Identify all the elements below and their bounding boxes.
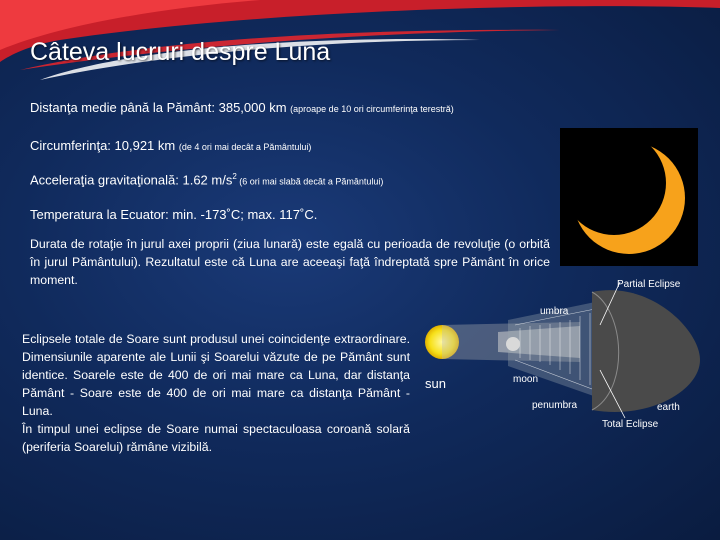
eclipse-paragraph	[22, 330, 410, 456]
eclipse-paragraph-2: În timpul unei eclipse de Soare numai spectaculoasa coroană solară (periferia Soarelui) rămâne vizibilă.	[22, 422, 410, 454]
rotation-paragraph: Durata de rotaţie în jurul axei proprii (ziua lunară) este egală cu perioada de revoluţie (o orbită în jurul Pământului). Rezultatul este că Luna are aceeaşi faţă îndreptată spre Pământ în orice moment.	[30, 237, 550, 287]
gravity-note: (6 ori mai slabă decât a Pământului)	[236, 176, 384, 187]
gravity-main: Acceleraţia gravitaţională: 1.62 m/s	[30, 172, 233, 188]
moon-label: moon	[513, 374, 539, 385]
penumbra-label: penumbra	[532, 400, 578, 411]
partial-eclipse-label: Partial Eclipse	[617, 279, 681, 290]
circumference-line	[30, 138, 311, 153]
eclipse-paragraph-1: Eclipsele totale de Soare sunt produsul unei coincidenţe extraordinare. Dimensiunile aparente ale Lunii şi Soarelui văzute de pe Pământ sunt identice. Soarele este de 400 de ori mai mare ca Luna, dar distanţa Pământ - Soare este de 400 de ori mai mare ca distanţa Pământ - Luna.	[22, 332, 410, 418]
sun-label: sun	[425, 376, 446, 391]
slide-title: Câteva lucruri despre Luna	[30, 38, 331, 66]
temperature-line: Temperatura la Ecuator: min. -173˚C; max. 117˚C.	[30, 207, 318, 222]
distance-line	[30, 100, 454, 115]
partial-eclipse-image	[560, 128, 698, 266]
gravity-line	[30, 172, 383, 187]
total-eclipse-label: Total Eclipse	[602, 419, 659, 430]
eclipse-diagram	[420, 270, 710, 430]
moon-icon	[506, 337, 520, 351]
gravity-sup: 2	[232, 172, 237, 181]
distance-note: (aproape de 10 ori circumferinţa terestră)	[290, 104, 454, 114]
umbra-label: umbra	[540, 306, 569, 317]
circumference-main: Circumferinţa: 10,921 km	[30, 138, 179, 153]
circumference-note: (de 4 ori mai decât a Pământului)	[178, 142, 312, 152]
distance-main: Distanţa medie până la Pământ: 385,000 km	[30, 100, 291, 115]
earth-label: earth	[657, 402, 680, 413]
